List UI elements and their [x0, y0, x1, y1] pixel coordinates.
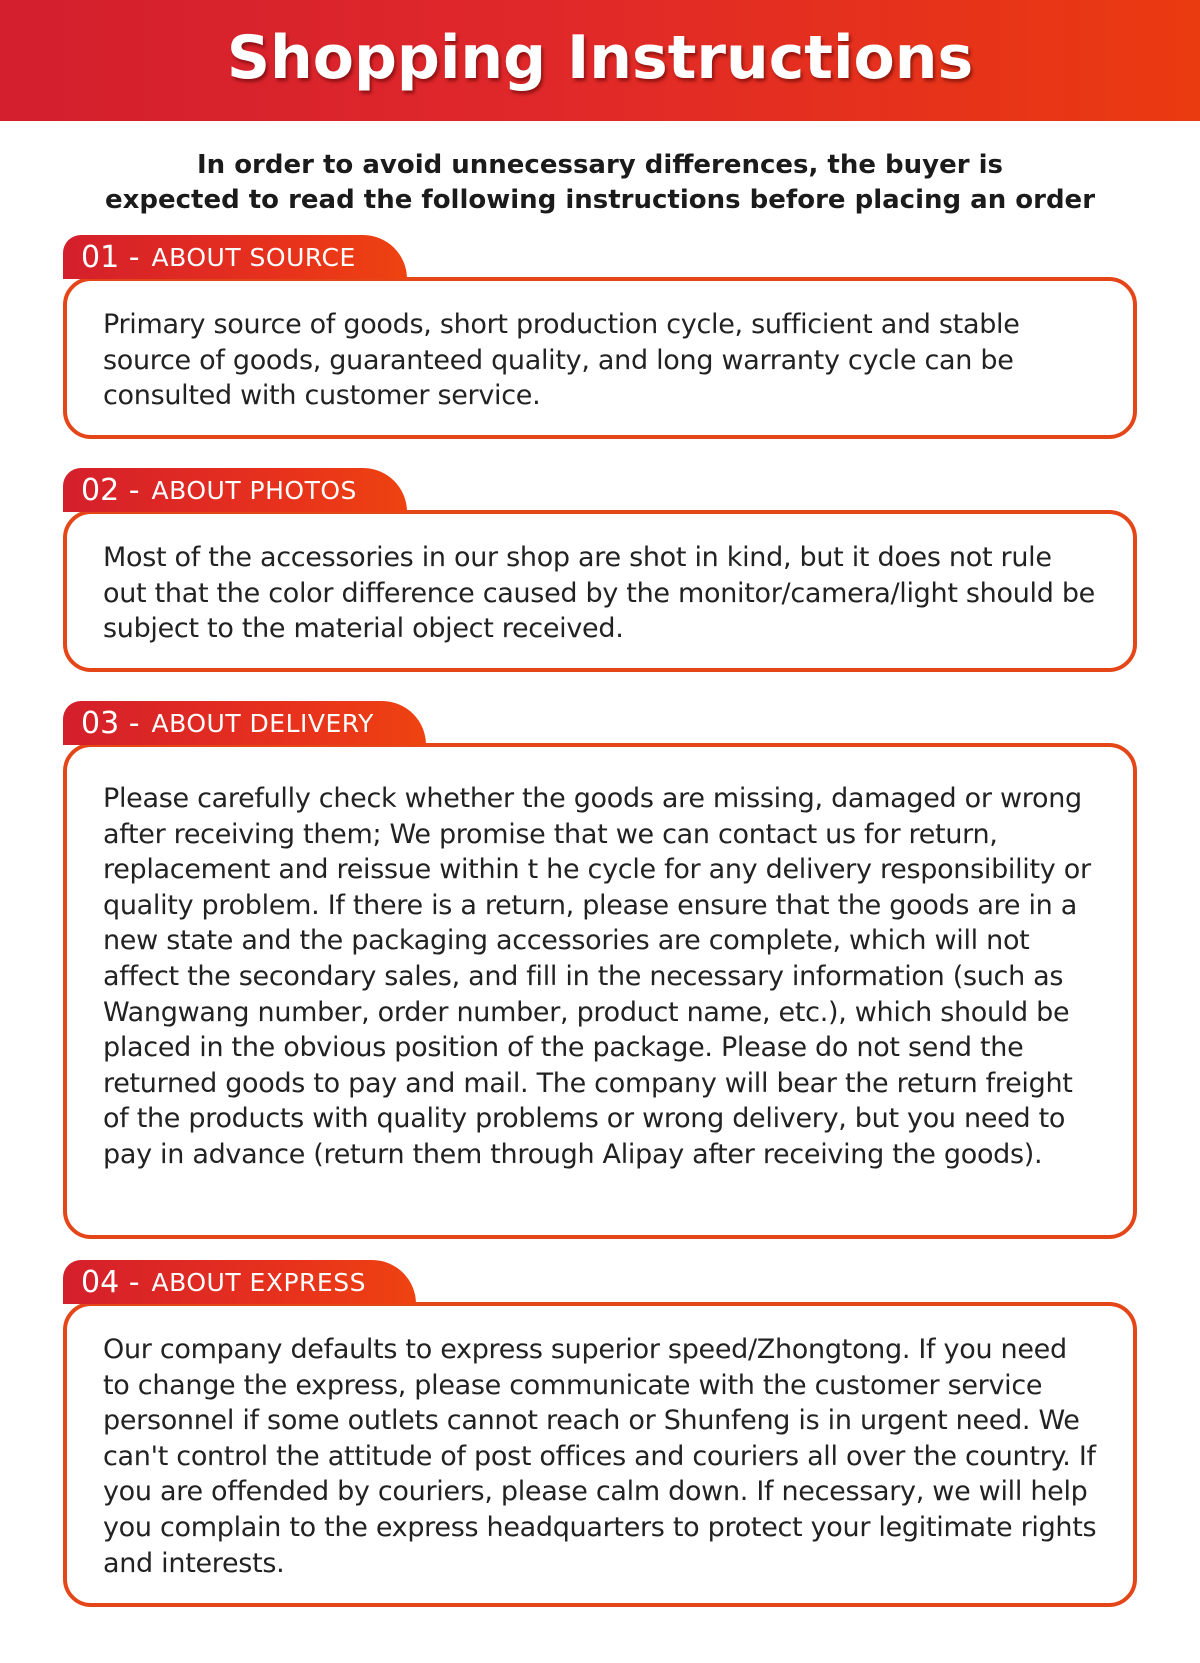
section-box: [63, 277, 1137, 439]
section-number: 01 -: [81, 239, 140, 275]
intro-text: [0, 148, 1200, 218]
page-title: Shopping Instructions: [226, 22, 974, 93]
section-box: [63, 1302, 1137, 1607]
intro-line-1: In order to avoid unnecessary differences, the buyer is: [196, 150, 1004, 180]
section-box: [63, 510, 1137, 672]
header-banner: [0, 0, 1200, 121]
section-number: 02 -: [81, 472, 140, 508]
section-text: Most of the accessories in our shop are shot in kind, but it does not rule out that the color difference caused by the monitor/camera/light should be subject to the material object received.: [103, 542, 1095, 645]
section-label: ABOUT DELIVERY: [151, 708, 374, 738]
intro-line-2: expected to read the following instructions before placing an order: [104, 185, 1096, 215]
section-text: Primary source of goods, short production cycle, sufficient and stable source of goods, guaranteed quality, and long warranty cycle can be consulted with customer service.: [103, 309, 1020, 412]
section-number: 04 -: [81, 1264, 140, 1300]
section-tab: [63, 701, 426, 745]
section-tab: [63, 468, 407, 512]
section-label: ABOUT PHOTOS: [151, 475, 357, 505]
section-number: 03 -: [81, 705, 140, 741]
section-tab: [63, 235, 407, 279]
section-label: ABOUT SOURCE: [151, 242, 356, 272]
section-text: Our company defaults to express superior speed/Zhongtong. If you need to change the express, please communicate with the customer service personnel if some outlets cannot reach or Shunfeng is in urgent need. We can't control the attitude of post offices and couriers all over the country. If you are offended by couriers, please calm down. If necessary, we will help you complain to the express headquarters to protect your legitimate rights and interests.: [103, 1334, 1097, 1579]
section-box: [63, 743, 1137, 1239]
section-text: Please carefully check whether the goods are missing, damaged or wrong after receiving them; We promise that we can contact us for return, replacement and reissue within t he cycle for any delivery responsibility or quality problem. If there is a return, please ensure that the goods are in a new state and the packaging accessories are complete, which will not affect the secondary sales, and fill in the necessary information (such as Wangwang number, order number, product name, etc.), which should be placed in the obvious position of the package. Please do not send the returned goods to pay and mail. The company will bear the return freight of the products with quality problems or wrong delivery, but you need to pay in advance (return them through Alipay after receiving the goods).: [103, 783, 1091, 1170]
section-tab: [63, 1260, 416, 1304]
section-label: ABOUT EXPRESS: [151, 1267, 366, 1297]
